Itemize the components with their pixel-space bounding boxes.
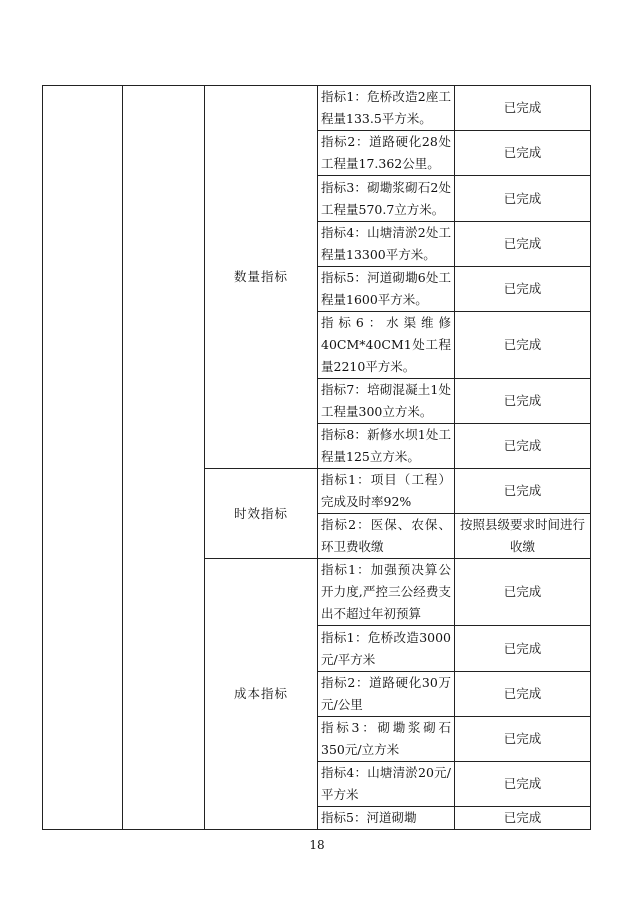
indicator-cell: 指标1：加强预决算公开力度,严控三公经费支出不超过年初预算 (318, 559, 455, 626)
result-cell: 已完成 (455, 379, 591, 424)
first-level-indicator-cell (43, 86, 123, 830)
category-timeliness: 时效指标 (205, 469, 318, 559)
result-cell: 已完成 (455, 762, 591, 807)
indicator-cell: 指标1：危桥改造2座工程量133.5平方米。 (318, 86, 455, 131)
indicator-cell: 指标5：河道砌墈 (318, 807, 455, 830)
indicator-cell: 指标4：山塘清淤20元/平方米 (318, 762, 455, 807)
result-cell: 已完成 (455, 559, 591, 626)
indicator-cell: 指标6：水渠维修40CM*40CM1处工程量2210平方米。 (318, 312, 455, 379)
performance-indicator-table (42, 85, 591, 830)
result-cell: 已完成 (455, 807, 591, 830)
result-cell: 已完成 (455, 176, 591, 222)
indicator-cell: 指标3：砌墈浆砌石2处工程量570.7立方米。 (318, 176, 455, 222)
indicator-cell: 指标1：项目（工程）完成及时率92% (318, 469, 455, 514)
page-number: 18 (309, 838, 325, 852)
indicator-cell: 指标2：医保、农保、环卫费收缴 (318, 514, 455, 559)
indicator-cell: 指标4：山塘清淤2处工程量13300平方米。 (318, 222, 455, 267)
result-cell: 已完成 (455, 424, 591, 469)
result-cell: 已完成 (455, 626, 591, 672)
indicator-cell: 指标8：新修水坝1处工程量125立方米。 (318, 424, 455, 469)
result-cell: 已完成 (455, 672, 591, 717)
result-cell: 已完成 (455, 717, 591, 762)
result-cell: 已完成 (455, 469, 591, 514)
category-quantity: 数量指标 (205, 86, 318, 469)
result-cell: 按照县级要求时间进行收缴 (455, 514, 591, 559)
result-cell: 已完成 (455, 131, 591, 176)
second-level-indicator-cell (123, 86, 205, 830)
result-cell: 已完成 (455, 86, 591, 131)
indicator-cell: 指标7：培砌混凝土1处工程量300立方米。 (318, 379, 455, 424)
indicator-cell: 指标1：危桥改造3000元/平方米 (318, 626, 455, 672)
result-cell: 已完成 (455, 312, 591, 379)
indicator-cell: 指标2：道路硬化28处工程量17.362公里。 (318, 131, 455, 176)
indicator-cell: 指标2：道路硬化30万元/公里 (318, 672, 455, 717)
result-cell: 已完成 (455, 267, 591, 312)
category-cost: 成本指标 (205, 559, 318, 830)
indicator-cell: 指标5：河道砌墈6处工程量1600平方米。 (318, 267, 455, 312)
result-cell: 已完成 (455, 222, 591, 267)
indicator-cell: 指标3：砌墈浆砌石350元/立方米 (318, 717, 455, 762)
